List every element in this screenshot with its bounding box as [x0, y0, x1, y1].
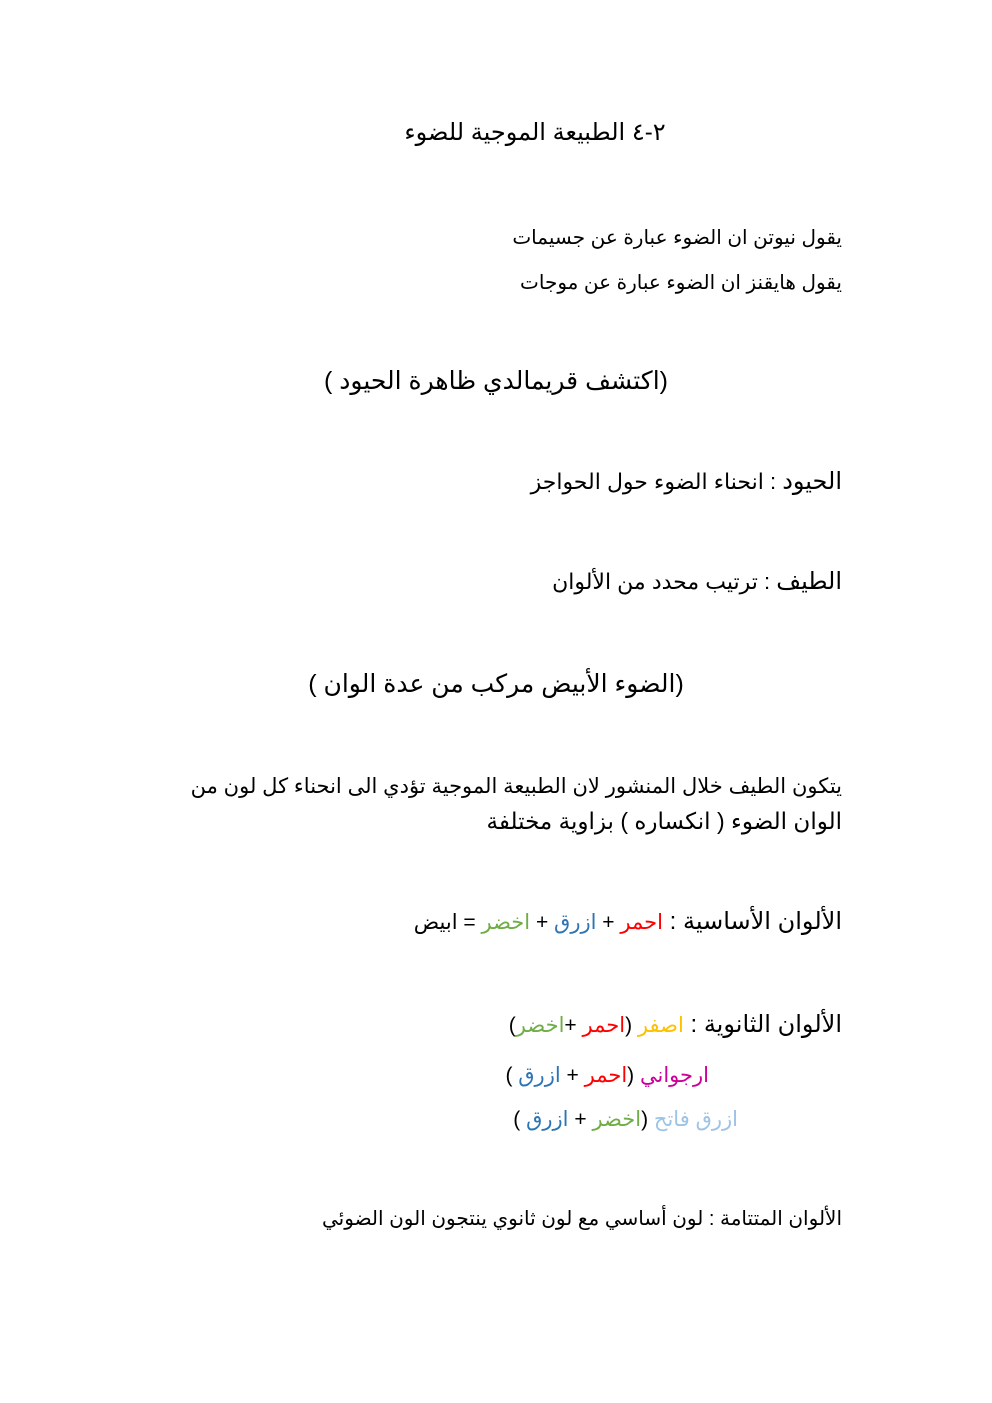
primary-colon: : — [662, 908, 683, 935]
magenta-plus: + — [560, 1064, 585, 1087]
primary-blue: ازرق — [554, 911, 597, 934]
magenta-part-blue: ازرق — [518, 1064, 561, 1087]
magenta-part-red: احمر — [584, 1064, 628, 1087]
primary-white: ابيض — [413, 911, 458, 934]
magenta-close-paren: ) — [505, 1064, 519, 1087]
grimaldi-heading: (اكتشف قريمالدي ظاهرة الحيود ) — [324, 367, 668, 395]
cyan-close-paren: ) — [513, 1108, 527, 1131]
prism-line-1: يتكون الطيف خلال المنشور لان الطبيعة الموجية تؤدي الى انحناء كل لون من — [190, 775, 842, 798]
secondary-colon: : — [683, 1011, 704, 1038]
secondary-yellow-line — [509, 1010, 842, 1039]
cyan-plus: + — [568, 1108, 593, 1131]
yellow-part-green: اخضر — [515, 1014, 565, 1037]
spectrum-separator: : — [757, 569, 777, 594]
primary-equals: = — [457, 911, 482, 934]
magenta-open-paren: ( — [627, 1064, 640, 1087]
primary-green: اخضر — [481, 911, 531, 934]
huygens-theory-line: يقول هايقنز ان الضوء عبارة عن موجات — [520, 272, 842, 294]
primary-red: احمر — [620, 911, 663, 934]
secondary-label: الألوان الثانوية — [703, 1011, 842, 1038]
spectrum-definition — [552, 567, 842, 596]
complementary-colors-line: الألوان المتتامة : لون أساسي مع لون ثانوي ينتجون الون الضوئي — [322, 1208, 842, 1230]
secondary-magenta-line — [505, 1063, 709, 1088]
primary-colors-line — [414, 907, 842, 936]
prism-paragraph — [162, 770, 842, 838]
primary-plus-2: + — [530, 911, 555, 934]
yellow-open-paren: ( — [625, 1014, 638, 1037]
secondary-cyan-line — [513, 1107, 738, 1132]
prism-line-2: الوان الضوء ( انكساره ) بزاوية مختلفة — [486, 808, 842, 834]
cyan-part-green: اخضر — [592, 1108, 642, 1131]
yellow-plus: + — [564, 1014, 583, 1037]
newton-theory-line: يقول نيوتن ان الضوء عبارة عن جسيمات — [512, 227, 842, 249]
yellow-close-paren: ) — [508, 1014, 516, 1037]
primary-label: الألوان الأساسية — [682, 908, 842, 935]
cyan-open-paren: ( — [641, 1108, 654, 1131]
white-light-heading: (الضوء الأبيض مركب من عدة الوان ) — [308, 670, 684, 698]
secondary-magenta: ارجواني — [640, 1064, 709, 1087]
diffraction-definition — [531, 467, 842, 496]
diffraction-separator: : — [763, 469, 783, 494]
yellow-part-red: احمر — [582, 1014, 626, 1037]
primary-plus-1: + — [596, 911, 621, 934]
diffraction-term: الحيود — [782, 468, 842, 495]
section-title: ٢-٤ الطبيعة الموجية للضوء — [404, 119, 666, 146]
spectrum-text: ترتيب محدد من الألوان — [552, 569, 758, 594]
secondary-light-blue: ازرق فاتح — [653, 1108, 738, 1131]
spectrum-term: الطيف — [776, 568, 842, 595]
secondary-yellow: اصفر — [637, 1014, 684, 1037]
diffraction-text: انحناء الضوء حول الحواجز — [530, 469, 764, 494]
cyan-part-blue: ازرق — [526, 1108, 569, 1131]
